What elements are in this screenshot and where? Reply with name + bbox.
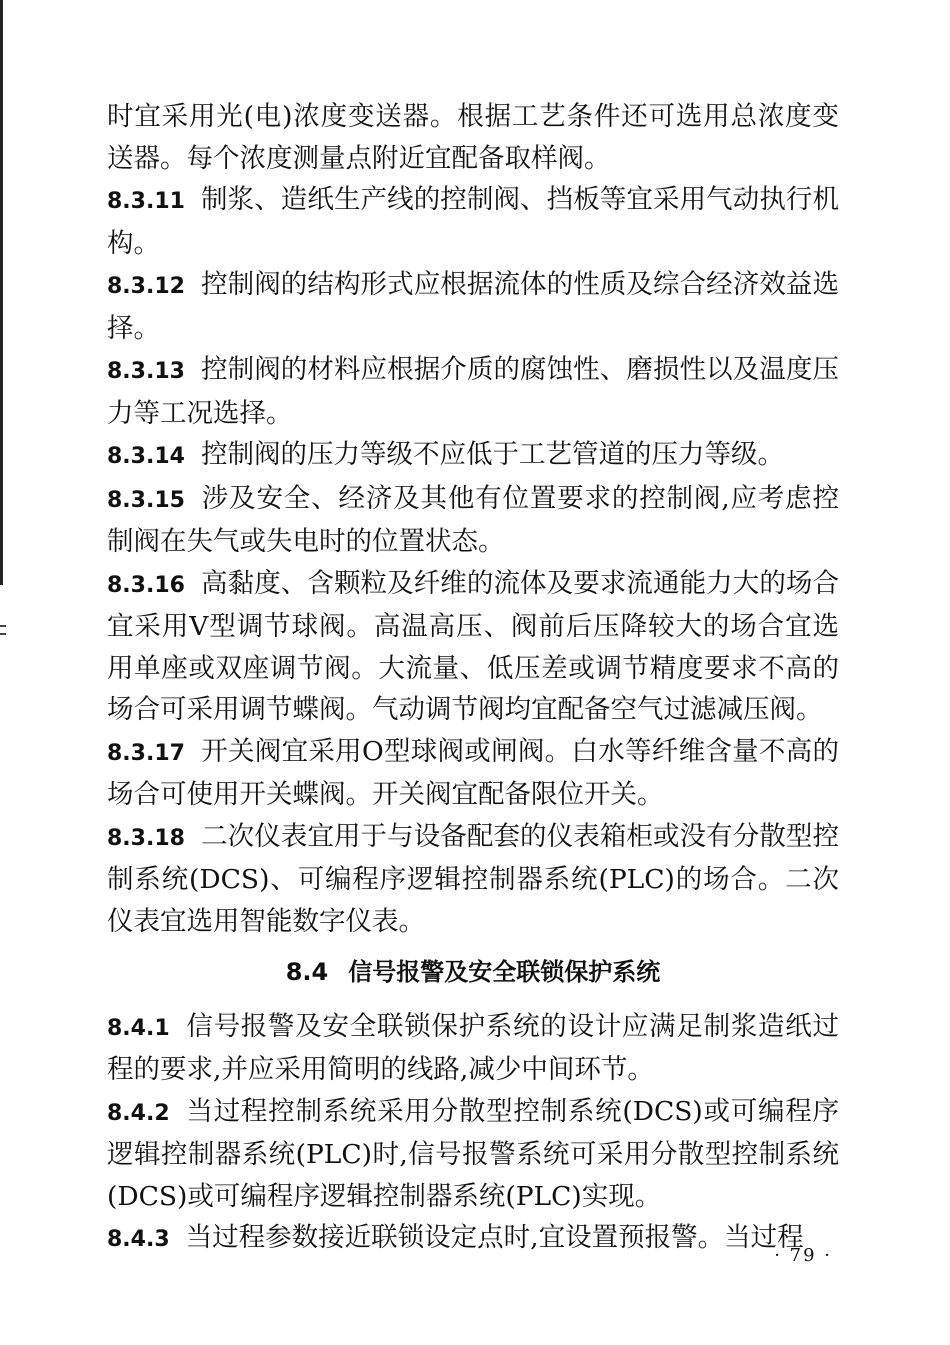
- scan-edge-mark: [0, 625, 6, 627]
- scan-edge-mark: [0, 633, 6, 635]
- clause-number: 8.3.12: [107, 274, 185, 299]
- clause-text: 开关阀宜采用O型球阀或闸阀。白水等纤维含量不高的场合可使用开关蝶阀。开关阀宜配备限位开关。: [107, 735, 839, 810]
- clause-8-3-13: [107, 349, 839, 434]
- clause-number: 8.3.14: [107, 444, 185, 469]
- clause-text: 二次仪表宜用于与设备配套的仪表箱柜或没有分散型控制系统(DCS)、可编程序逻辑控制器系统(PLC)的场合。二次仪表宜选用智能数字仪表。: [107, 820, 839, 937]
- clause-text: 控制阀的材料应根据介质的腐蚀性、磨损性以及温度压力等工况选择。: [107, 354, 839, 429]
- clause-number: 8.3.17: [107, 740, 185, 766]
- clause-8-3-17: [107, 731, 839, 816]
- clause-text: 制浆、造纸生产线的控制阀、挡板等宜采用气动执行机构。: [107, 184, 839, 259]
- clause-number: 8.3.11: [107, 189, 185, 214]
- clause-text: 涉及安全、经济及其他有位置要求的控制阀,应考虑控制阀在失气或失电时的位置状态。: [107, 482, 839, 557]
- clause-text: 信号报警及安全联锁保护系统的设计应满足制浆造纸过程的要求,并应采用简明的线路,减少中间环节。: [107, 1010, 839, 1085]
- clause-text: 控制阀的压力等级不应低于工艺管道的压力等级。: [200, 439, 784, 470]
- clause-number: 8.3.18: [107, 825, 185, 851]
- clause-8-4-1: [107, 1006, 839, 1091]
- clause-number: 8.4.1: [107, 1015, 170, 1041]
- scan-edge-line: [0, 0, 3, 585]
- clause-text: 当过程控制系统采用分散型控制系统(DCS)或可编程序逻辑控制器系统(PLC)时,信号报警系统可采用分散型控制系统(DCS)或可编程序逻辑控制器系统(PLC)实现。: [107, 1095, 839, 1212]
- clause-text: 当过程参数接近联锁设定点时,宜设置预报警。当过程: [185, 1222, 804, 1253]
- clause-8-3-18: [107, 816, 839, 943]
- clause-8-4-2: [107, 1091, 839, 1218]
- clause-8-4-3: [107, 1217, 839, 1261]
- clause-number: 8.4.3: [107, 1227, 170, 1252]
- section-number: 8.4: [285, 958, 329, 986]
- intro-paragraph: 时宜采用光(电)浓度变送器。根据工艺条件还可选用总浓度变送器。每个浓度测量点附近宜配备取样阀。: [107, 101, 839, 174]
- clause-number: 8.3.13: [107, 359, 185, 384]
- clause-8-3-16: [107, 563, 839, 731]
- clause-number: 8.3.15: [107, 487, 185, 513]
- clause-number: 8.3.16: [107, 572, 185, 598]
- clause-text: 控制阀的结构形式应根据流体的性质及综合经济效益选择。: [107, 269, 839, 344]
- clause-8-3-11: [107, 179, 839, 264]
- clause-8-3-14: [107, 434, 839, 478]
- clause-text: 高黏度、含颗粒及纤维的流体及要求流通能力大的场合宜采用V型调节球阀。高温高压、阀前后压降较大的场合宜选用单座或双座调节阀。大流量、低压差或调节精度要求不高的场合可采用调节蝶阀。气动调节阀均宜配备空气过滤减压阀。: [107, 567, 839, 725]
- clause-number: 8.4.2: [107, 1100, 170, 1126]
- body-text: [107, 96, 839, 1261]
- section-heading: [107, 952, 839, 994]
- page-number: · 79 ·: [774, 1245, 832, 1266]
- clause-8-3-15: [107, 478, 839, 563]
- clause-8-3-12: [107, 264, 839, 349]
- section-title: 信号报警及安全联锁保护系统: [348, 958, 661, 986]
